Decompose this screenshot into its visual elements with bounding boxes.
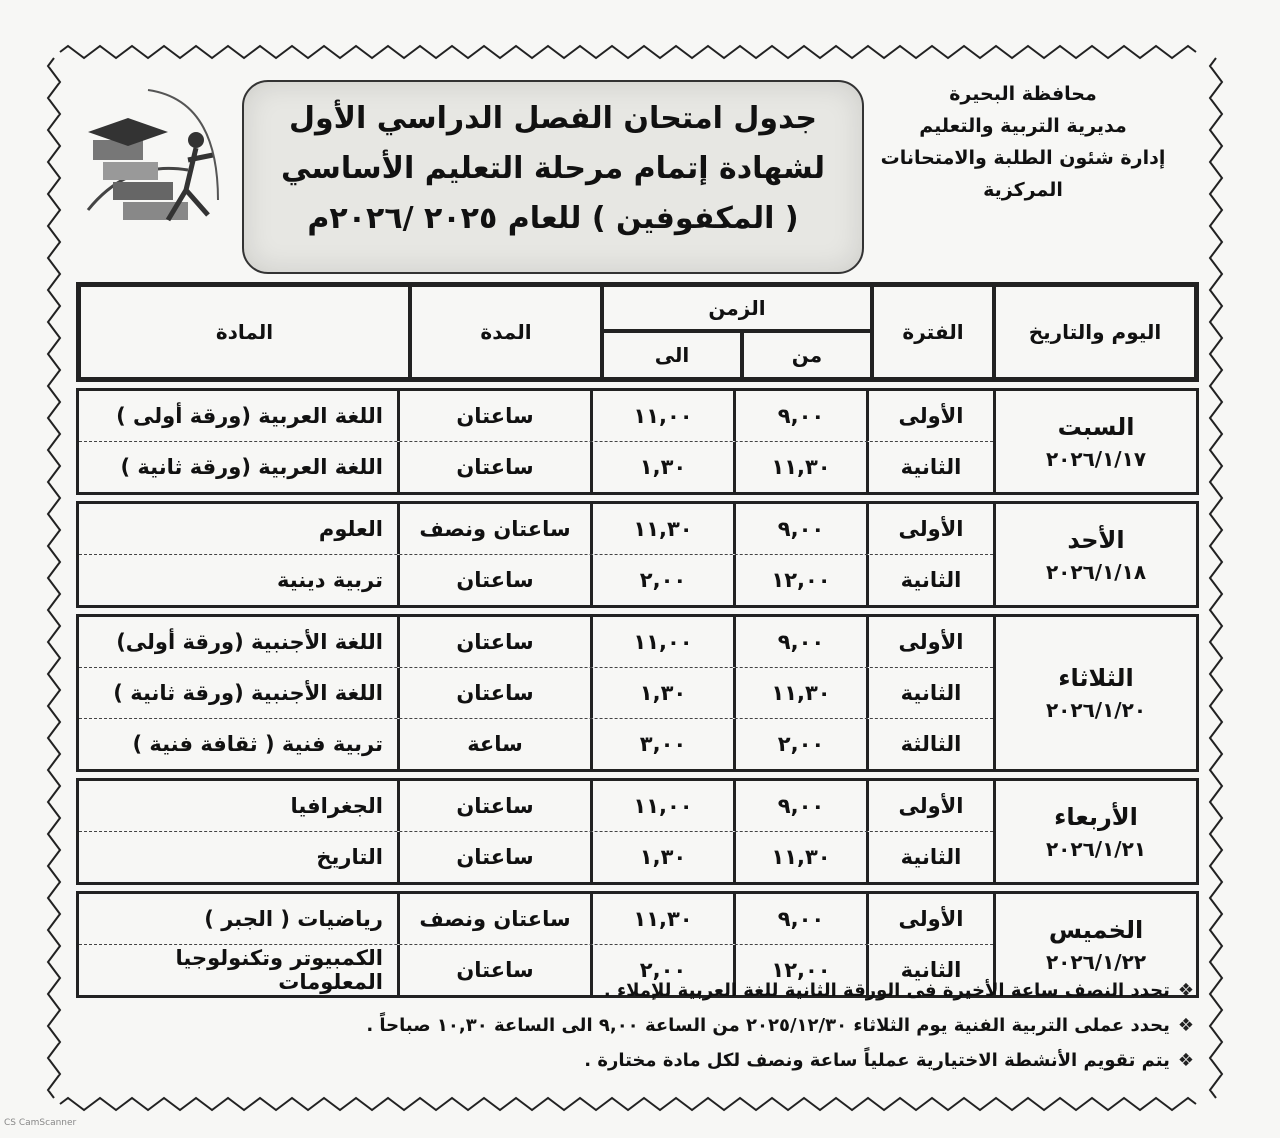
table-row [79,781,993,832]
table-row [79,668,993,719]
ministry-logo [68,80,230,240]
header-from: من [742,331,872,379]
duration-cell: ساعتان [397,832,590,882]
day-name: الثلاثاء [1058,664,1134,692]
time-from-cell: ٩,٠٠ [733,781,866,831]
period-cell: الأولى [866,781,993,831]
duration-cell: ساعتان [397,668,590,718]
time-from-cell: ١٢,٠٠ [733,945,866,995]
time-from-cell: ١١,٣٠ [733,832,866,882]
day-name: الأربعاء [1054,802,1138,831]
header-subject: المادة [79,285,410,379]
day-name: السبت [1057,412,1135,441]
duration-cell: ساعتان [397,555,590,605]
day-cell [993,391,1196,492]
note-bullet-icon: ❖ [1177,980,1194,1001]
scanner-watermark: CS CamScanner [4,1118,77,1128]
header-time: الزمن [602,285,872,331]
schedule-body [76,388,1199,998]
header-day-date: اليوم والتاريخ [994,285,1196,379]
title-box [242,80,864,274]
day-date: ٢٠٢٦/١/١٧ [1045,446,1147,471]
period-rows [79,781,993,882]
period-cell: الأولى [866,894,993,944]
table-row [79,719,993,769]
table-row [79,894,993,945]
subject-cell: اللغة العربية (ورقة ثانية ) [120,455,383,479]
period-cell: الثانية [866,442,993,492]
duration-cell: ساعتان ونصف [397,894,590,944]
day-date: ٢٠٢٦/١/٢٢ [1045,949,1147,974]
period-cell: الثانية [866,832,993,882]
day-group [76,501,1199,608]
time-to-cell: ١,٣٠ [590,442,733,492]
duration-cell: ساعتان [397,781,590,831]
time-to-cell: ٣,٠٠ [590,719,733,769]
duration-cell: ساعتان [397,391,590,441]
note-item [94,1043,1194,1078]
title-line-1: جدول امتحان الفصل الدراسي الأول [288,101,818,136]
subject-cell: رياضيات ( الجبر ) [204,907,383,931]
subject-cell: اللغة الأجنبية (ورقة ثانية ) [113,681,383,705]
duration-cell: ساعتان ونصف [397,504,590,554]
day-date: ٢٠٢٦/١/٢١ [1045,836,1147,861]
time-to-cell: ١,٣٠ [590,832,733,882]
time-from-cell: ٩,٠٠ [733,894,866,944]
header-period: الفترة [872,285,994,379]
header-line-department: إدارة شئون الطلبة والامتحانات [880,147,1166,169]
table-row [79,391,993,442]
day-group [76,614,1199,772]
duration-cell: ساعة [397,719,590,769]
table-row [79,504,993,555]
day-date: ٢٠٢٦/١/٢٠ [1045,698,1147,722]
table-row [79,442,993,492]
day-date: ٢٠٢٦/١/١٨ [1045,559,1147,584]
time-to-cell: ١١,٣٠ [590,894,733,944]
header-line-central: المركزية [983,179,1063,201]
period-rows [79,391,993,492]
header-line-directorate: مديرية التربية والتعليم [919,115,1127,137]
duration-cell: ساعتان [397,945,590,995]
note-text: يتم تقويم الأنشطة الاختيارية عملياً ساعة ونصف لكل مادة مختارة . [584,1050,1170,1071]
time-to-cell: ٢,٠٠ [590,555,733,605]
period-cell: الأولى [866,391,993,441]
table-row [79,555,993,605]
time-to-cell: ١١,٠٠ [590,391,733,441]
day-cell [993,504,1196,605]
title-line-2: لشهادة إتمام مرحلة التعليم الأساسي [281,151,825,186]
time-from-cell: ١١,٣٠ [733,442,866,492]
subject-cell: اللغة الأجنبية (ورقة أولى) [116,630,383,654]
period-cell: الثانية [866,668,993,718]
subject-cell: التاريخ [316,845,383,869]
period-cell: الثانية [866,945,993,995]
note-text: يحدد عملى التربية الفنية يوم الثلاثاء ٢٠٢٥/١٢/٣٠ من الساعة ٩,٠٠ الى الساعة ١٠,٣٠ صباحاً . [366,1015,1170,1036]
day-group [76,778,1199,885]
note-bullet-icon: ❖ [1177,1050,1194,1071]
notes-list [94,973,1194,1078]
subject-cell: تربية فنية ( ثقافة فنية ) [132,732,383,756]
header-line-governorate: محافظة البحيرة [949,83,1097,105]
title-line-3: ( المكفوفين ) للعام ٢٠٢٥ /٢٠٢٦م [307,201,799,236]
duration-cell: ساعتان [397,442,590,492]
period-cell: الأولى [866,504,993,554]
header-to: الى [602,331,742,379]
time-from-cell: ١١,٣٠ [733,668,866,718]
header-duration: المدة [410,285,602,379]
issuing-authority [858,78,1188,206]
day-name: الأحد [1067,525,1125,554]
subject-cell: تربية دينية [277,568,383,592]
note-item [94,1008,1194,1043]
period-cell: الثانية [866,555,993,605]
day-cell [993,781,1196,882]
time-to-cell: ١١,٠٠ [590,617,733,667]
period-cell: الثالثة [866,719,993,769]
time-to-cell: ١,٣٠ [590,668,733,718]
note-bullet-icon: ❖ [1177,1015,1194,1036]
subject-cell: اللغة العربية (ورقة أولى ) [116,404,383,428]
period-rows [79,504,993,605]
time-from-cell: ١٢,٠٠ [733,555,866,605]
note-item [94,973,1194,1008]
time-to-cell: ١١,٣٠ [590,504,733,554]
time-from-cell: ٢,٠٠ [733,719,866,769]
time-to-cell: ٢,٠٠ [590,945,733,995]
table-header [76,282,1199,382]
note-text: تحدد النصف ساعة الأخيرة فى الورقة الثانية للغة العربية للإملاء . [603,980,1170,1001]
period-cell: الأولى [866,617,993,667]
subject-cell: الجغرافيا [290,794,383,818]
exam-schedule-table [76,282,1199,998]
table-row [79,832,993,882]
time-from-cell: ٩,٠٠ [733,504,866,554]
duration-cell: ساعتان [397,617,590,667]
day-name: الخميس [1048,915,1144,944]
time-from-cell: ٩,٠٠ [733,617,866,667]
time-to-cell: ١١,٠٠ [590,781,733,831]
subject-cell: العلوم [318,517,383,541]
period-rows [79,617,993,769]
time-from-cell: ٩,٠٠ [733,391,866,441]
day-cell [993,617,1196,769]
subject-cell: الكمبيوتر وتكنولوجيا المعلومات [175,946,383,994]
day-group [76,388,1199,495]
table-row [79,617,993,668]
